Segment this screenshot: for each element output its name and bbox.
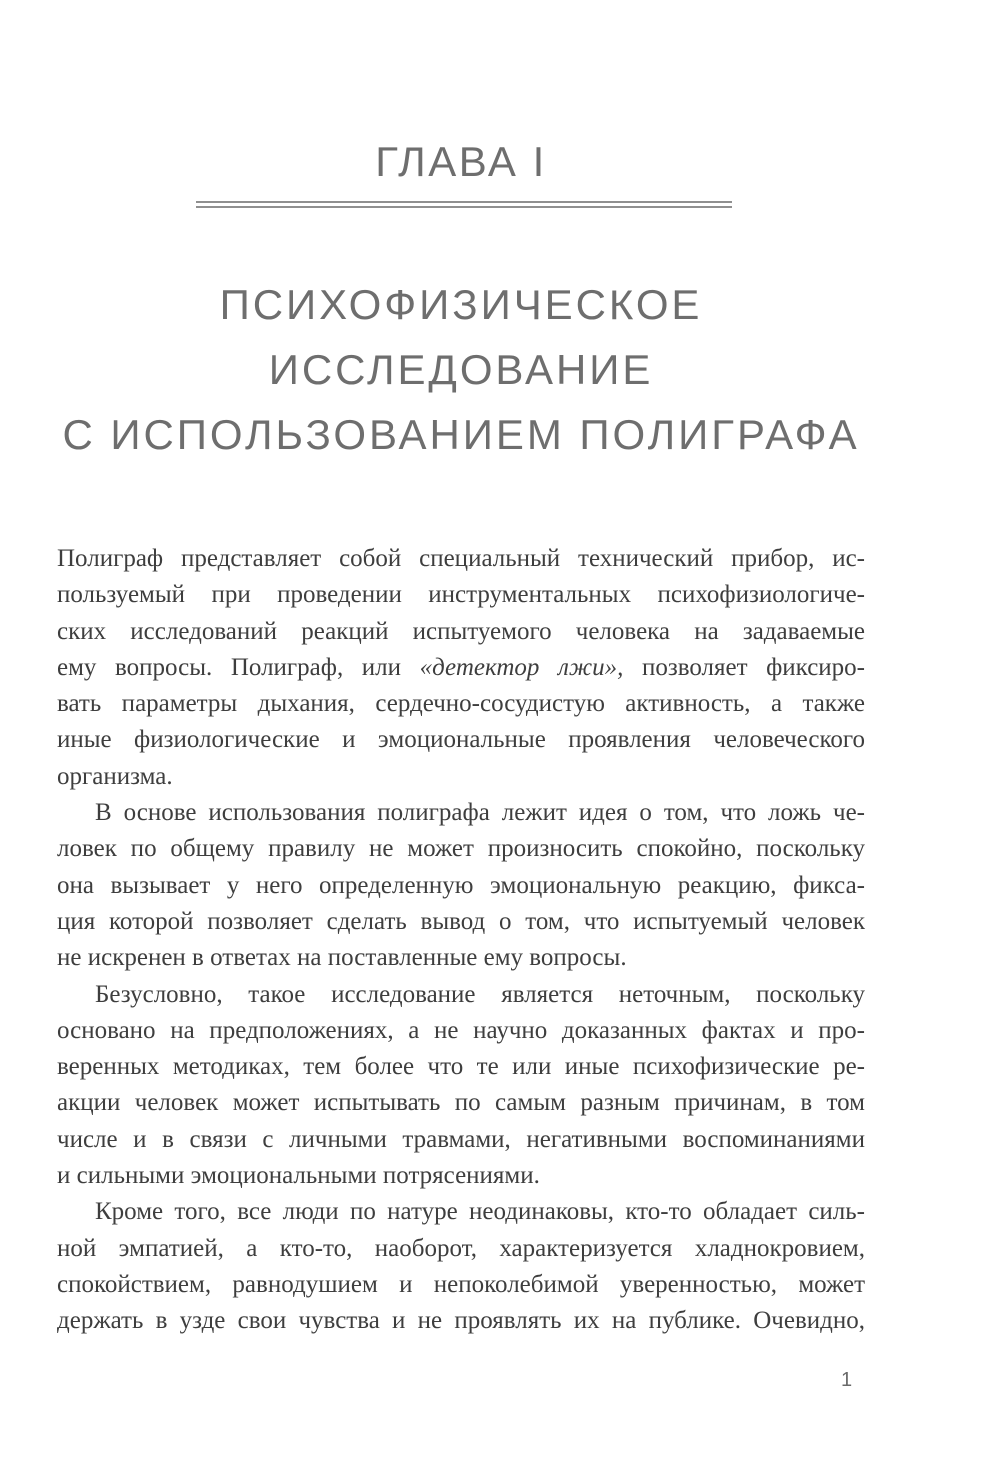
- text-line: ских исследований реакций испытуемого человека на задаваемые: [57, 617, 865, 645]
- text-line: Кроме того, все люди по натуре неодинаковы, кто-то обладает силь-: [95, 1198, 865, 1226]
- body-text: [57, 541, 865, 1340]
- text-line: организма.: [57, 762, 173, 790]
- text-line: не искренен в ответах на поставленные ему вопросы.: [57, 944, 627, 972]
- text-line: ция которой позволяет сделать вывод о том, что испытуемый человек: [57, 907, 865, 935]
- chapter-title: [57, 272, 865, 467]
- page-number-value: 1: [841, 1369, 853, 1391]
- chapter-title-line-1: ПСИХОФИЗИЧЕСКОЕ: [219, 281, 703, 328]
- text-line: вать параметры дыхания, сердечно-сосудистую активность, а также: [57, 690, 865, 718]
- text-line: числе и в связи с личными травмами, негативными воспоминаниями: [57, 1125, 865, 1153]
- text-line: спокойствием, равнодушием и непоколебимой уверенностью, может: [57, 1270, 865, 1298]
- text-line: держать в узде свои чувства и не проявлять их на публике. Очевидно,: [57, 1307, 865, 1335]
- text-line: ной эмпатией, а кто-то, наоборот, характеризуется хладнокровием,: [57, 1234, 865, 1262]
- text-segment: ему вопросы. Полиграф, или: [57, 653, 420, 681]
- text-line: Безусловно, такое исследование является неточным, поскольку: [95, 980, 865, 1008]
- text-line: ловек по общему правилу не может произносить спокойно, поскольку: [57, 835, 865, 863]
- italic-phrase: «детектор лжи»,: [419, 653, 624, 681]
- text-line: В основе использования полиграфа лежит идея о том, что ложь че-: [95, 799, 865, 827]
- text-line: [57, 650, 865, 686]
- text-line: иные физиологические и эмоциональные проявления человеческого: [57, 726, 865, 754]
- text-line: веренных методиках, тем более что те или иные психофизические ре-: [57, 1053, 865, 1081]
- text-line: Полиграф представляет собой специальный технический прибор, ис-: [57, 545, 865, 572]
- chapter-title-line-2: ИССЛЕДОВАНИЕ: [268, 346, 654, 393]
- chapter-heading: ГЛАВА I: [375, 138, 547, 185]
- text-column: [57, 0, 865, 1468]
- chapter-title-line-3: С ИСПОЛЬЗОВАНИЕМ ПОЛИГРАФА: [62, 411, 860, 458]
- text-line: пользуемый при проведении инструментальных психофизиологиче-: [57, 581, 865, 609]
- text-line: она вызывает у него определенную эмоциональную реакцию, фикса-: [57, 871, 865, 899]
- text-segment: позволяет фиксиро-: [623, 653, 865, 681]
- chapter-divider-rule: [196, 201, 732, 208]
- text-line: основано на предположениях, а не научно доказанных фактах и про-: [57, 1016, 865, 1044]
- text-line: и сильными эмоциональными потрясениями.: [57, 1162, 540, 1190]
- text-line: акции человек может испытывать по самым разным причинам, в том: [57, 1089, 865, 1117]
